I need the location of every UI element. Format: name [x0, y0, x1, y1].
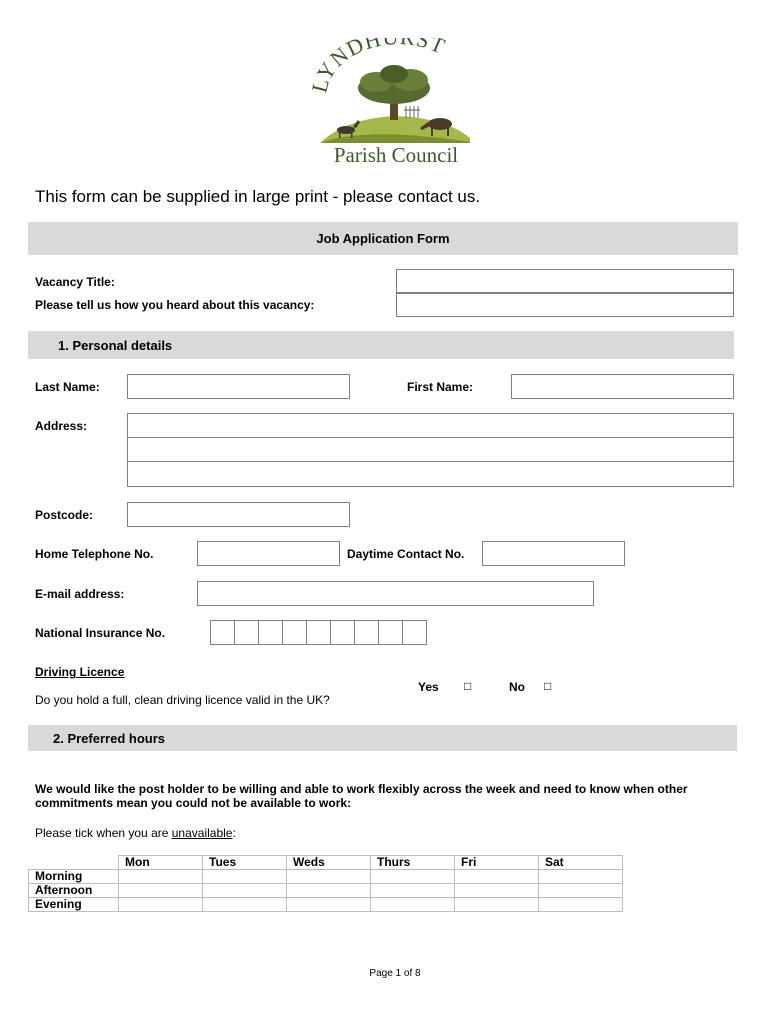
- email-field[interactable]: [197, 581, 594, 606]
- table-header-row: [29, 856, 623, 870]
- home-telephone-label: Home Telephone No.: [35, 547, 154, 561]
- ni-char-box[interactable]: [402, 620, 427, 645]
- page-number: Page 1 of 8: [369, 968, 421, 979]
- ni-char-box[interactable]: [258, 620, 283, 645]
- large-print-notice: This form can be supplied in large print - please contact us.: [35, 187, 481, 206]
- availability-cell[interactable]: [371, 884, 455, 898]
- vacancy-title-field[interactable]: [396, 269, 734, 293]
- parish-logo: [306, 38, 486, 170]
- availability-cell[interactable]: [287, 884, 371, 898]
- day-header: Mon: [119, 856, 203, 870]
- day-header: Weds: [287, 856, 371, 870]
- period-label: Evening: [29, 898, 119, 912]
- yes-label: Yes: [418, 680, 439, 694]
- table-row: [29, 884, 623, 898]
- form-title: Job Application Form: [316, 231, 450, 246]
- daytime-contact-field[interactable]: [482, 541, 625, 566]
- availability-cell[interactable]: [455, 884, 539, 898]
- period-label: Afternoon: [29, 884, 119, 898]
- tick-prefix: Please tick when you are: [35, 826, 172, 840]
- logo-council-name: Parish Council: [333, 143, 459, 167]
- first-name-label: First Name:: [407, 380, 474, 394]
- last-name-field[interactable]: [127, 374, 350, 399]
- ni-char-box[interactable]: [378, 620, 403, 645]
- tick-instruction: [35, 826, 236, 840]
- logo-arc-text: LYNDH ST: [306, 38, 450, 96]
- yes-checkbox[interactable]: □: [464, 679, 472, 693]
- ni-char-box[interactable]: [306, 620, 331, 645]
- table-corner-cell: [29, 856, 119, 870]
- tick-unavailable: unavailable: [171, 826, 233, 840]
- postcode-field[interactable]: [127, 502, 350, 527]
- availability-cell[interactable]: [539, 884, 623, 898]
- ni-number-boxes: [210, 620, 427, 645]
- no-checkbox[interactable]: □: [544, 679, 552, 693]
- table-row: [29, 898, 623, 912]
- availability-cell[interactable]: [119, 898, 203, 912]
- daytime-contact-label: Daytime Contact No.: [347, 547, 465, 561]
- ni-char-box[interactable]: [210, 620, 235, 645]
- day-header: Fri: [455, 856, 539, 870]
- postcode-label: Postcode:: [35, 508, 94, 522]
- availability-cell[interactable]: [455, 870, 539, 884]
- availability-cell[interactable]: [203, 884, 287, 898]
- vacancy-heard-label: Please tell us how you heard about this vacancy:: [35, 298, 315, 312]
- driving-licence-question: Do you hold a full, clean driving licence valid in the UK?: [35, 693, 330, 707]
- ni-char-box[interactable]: [354, 620, 379, 645]
- home-telephone-field[interactable]: [197, 541, 340, 566]
- address-label: Address:: [35, 419, 88, 433]
- ni-char-box[interactable]: [234, 620, 259, 645]
- availability-table: [28, 855, 623, 912]
- day-header: Thurs: [371, 856, 455, 870]
- availability-cell[interactable]: [371, 898, 455, 912]
- vacancy-title-label: Vacancy Title:: [35, 275, 115, 289]
- availability-cell[interactable]: [119, 870, 203, 884]
- table-row: [29, 870, 623, 884]
- address-line-3[interactable]: [127, 461, 734, 487]
- ni-char-box[interactable]: [282, 620, 307, 645]
- availability-cell[interactable]: [539, 870, 623, 884]
- availability-cell[interactable]: [455, 898, 539, 912]
- section1-heading: 1. Personal details: [58, 338, 173, 353]
- availability-cell[interactable]: [287, 898, 371, 912]
- vacancy-heard-field[interactable]: [396, 293, 734, 317]
- ni-label: National Insurance No.: [35, 626, 166, 640]
- availability-cell[interactable]: [203, 898, 287, 912]
- tree-emblem-icon: [306, 38, 486, 170]
- flexibility-intro: We would like the post holder to be willing and able to work flexibly across the week and need to know when other commitments mean you could not be available to work:: [35, 782, 688, 810]
- last-name-label: Last Name:: [35, 380, 100, 394]
- section2-heading: 2. Preferred hours: [53, 731, 165, 746]
- address-line-2[interactable]: [127, 437, 734, 462]
- period-label: Morning: [29, 870, 119, 884]
- availability-cell[interactable]: [119, 884, 203, 898]
- availability-cell[interactable]: [371, 870, 455, 884]
- tick-suffix: :: [232, 826, 236, 840]
- address-line-1[interactable]: [127, 413, 734, 438]
- day-header: Sat: [539, 856, 623, 870]
- day-header: Tues: [203, 856, 287, 870]
- driving-licence-heading: Driving Licence: [35, 665, 125, 679]
- ni-char-box[interactable]: [330, 620, 355, 645]
- first-name-field[interactable]: [511, 374, 734, 399]
- email-label: E-mail address:: [35, 587, 125, 601]
- no-label: No: [509, 680, 525, 694]
- availability-cell[interactable]: [287, 870, 371, 884]
- availability-cell[interactable]: [203, 870, 287, 884]
- availability-cell[interactable]: [539, 898, 623, 912]
